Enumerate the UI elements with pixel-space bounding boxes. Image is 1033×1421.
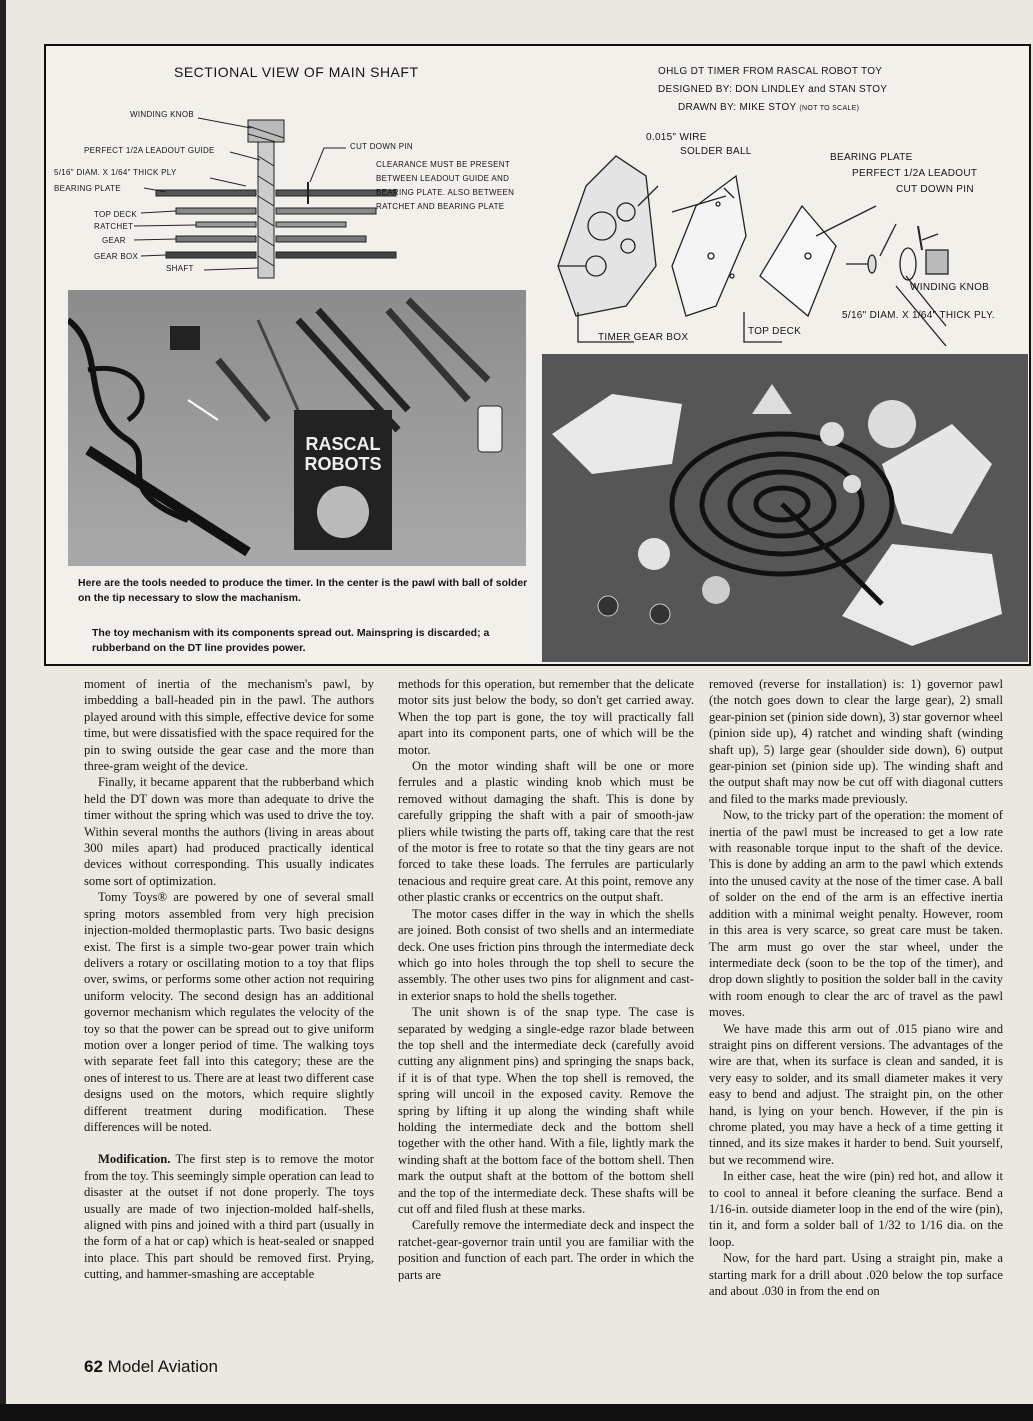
col3-paragraph: removed (reverse for installation) is: 1) governor pawl (the notch goes down to clear the large gear), 2) small gear-pinion set (pinion side down), 3) star governor wheel (pinion side up), 4) ratchet and winding shaft (winding shaft up), 5) large gear (shoulder side down), 6) output gear-pinion set (pinion side up). The winding shaft and the output shaft may now be cut off with diagonal cutters and filed to the marks made previously. <box>709 677 1003 806</box>
col3-paragraph: Now, to the tricky part of the operation: the moment of inertia of the pawl must be increased to get a low rate with reasonable torque input to the shaft of the device. This is done by adding an arm to the pawl which extends into the unused cavity at the nose of the timer case. A ball of solder on the end of the arm is an effective inertia addition with a minimal weight penalty. However, room in this area is very scarce, so great care must be taken. The arm must go over the star wheel, under the intermediate deck (soon to be the top of the timer), and drop down slightly to position the solder ball in the cavity with room enough to clear the arc of travel as the pawl moves. <box>709 808 1003 1020</box>
lbl-top-deck-right: TOP DECK <box>748 326 802 337</box>
lbl-clearance-2: BETWEEN LEADOUT GUIDE AND <box>376 174 510 183</box>
lbl-perfect-leadout-right: PERFECT 1/2A LEADOUT <box>852 168 978 179</box>
tools-photo-art <box>68 290 526 566</box>
lbl-winding-knob-right: WINDING KNOB <box>910 282 990 293</box>
lbl-clearance-1: CLEARANCE MUST BE PRESENT <box>376 160 511 169</box>
figure-box <box>44 44 1031 666</box>
modification-text: The first step is to remove the motor from the toy. This seemingly simple operation can lead to disaster at the outset if not done properly. The toys usually are made of two injection-molded half-shells, aligned with pins and joined with a third part (usually in the form of a hat or cap) which is heat-sealed or snapped into place. This part should be removed first. Prying, cutting, and hammer-smashing are acceptable <box>84 1152 374 1282</box>
lbl-ratchet: RATCHET <box>94 222 134 231</box>
bearing-plate-shape <box>156 190 256 196</box>
lbl-diam-ply: 5/16" DIAM. X 1/64" THICK PLY <box>54 168 177 177</box>
timer-drawn-by: DRAWN BY: MIKE STOY <box>678 102 797 113</box>
mechanism-photo-art <box>542 354 1028 662</box>
timer-title-2: DESIGNED BY: DON LINDLEY and STAN STOY <box>658 84 888 95</box>
page-number: 62 <box>84 1357 103 1376</box>
lbl-diam-ply-right: 5/16" DIAM. X 1/64" THICK PLY. <box>842 310 995 321</box>
col1-paragraph: moment of inertia of the mechanism's pawl, by imbedding a ball-headed pin in the pawl. The authors played around with this simple, effective device for some time, but were dissatisfied with the space required for the pin to swing outside the gear case and the more than three-gram weight of the device. <box>84 677 374 774</box>
article-column-2 <box>398 676 694 1283</box>
lbl-perfect-leadout-guide: PERFECT 1/2A LEADOUT GUIDE <box>84 146 215 155</box>
lbl-wire: 0.015" WIRE <box>646 132 707 143</box>
package-text-2: ROBOTS <box>304 454 382 474</box>
lbl-bearing-plate-right: BEARING PLATE <box>830 152 913 163</box>
col2-paragraph: Carefully remove the intermediate deck and inspect the ratchet-gear-governor train until you are familiar with the position and function of each part. The order in which the parts are <box>398 1218 694 1282</box>
tools-photo <box>68 290 526 566</box>
article-column-3 <box>709 676 1003 1299</box>
magazine-name: Model Aviation <box>107 1357 218 1376</box>
col1-paragraph: Tomy Toys® are powered by one of several small spring motors assembled from very high precision injection-molded thermoplastic parts. Two basic designs exist. The first is a simple two-gear power train which delivers a rotary or oscillating motion to a toy that flips over, swims, or performs some other action not requiring uniform velocity. The second design has an additional governor mechanism which regulates the velocity of the toy so that the power can be spread out to give uniform motion over a longer period of time. The walking toys with separate feet fall into this category; these are the ones of interest to us. There are at least two different case designs used on the motors, which require slightly different treatment during modification. These differences will be noted. <box>84 890 374 1134</box>
lbl-clearance-3: BEARING PLATE. ALSO BETWEEN <box>376 188 515 197</box>
page-bottom-edge <box>0 1404 1033 1421</box>
lbl-timer-gear-box: TIMER GEAR BOX <box>598 332 689 343</box>
col2-paragraph: The motor cases differ in the way in which the shells are joined. Both consist of two shells and an intermediate deck. One uses friction pins through the intermediate deck which go into holes through the top shell to secure the assembly. The other uses two pins for alignment and cast-in exterior snaps to hold the shells together. <box>398 906 694 1003</box>
lbl-cut-down-pin: CUT DOWN PIN <box>350 142 414 151</box>
lbl-top-deck: TOP DECK <box>94 210 138 219</box>
page-footer <box>84 1357 218 1377</box>
lbl-cut-down-pin-right: CUT DOWN PIN <box>896 184 974 195</box>
modification-heading: Modification. <box>98 1152 171 1167</box>
col2-paragraph: On the motor winding shaft will be one or more ferrules and a plastic winding knob which must be removed without damaging the shaft. This is done by carefully gripping the shaft with a pair of smooth-jaw pliers while twisting the parts off, taking care that the rest of the motor is free to rotate so that the tiny gears are not forced to take these loads. The ferrules are particularly tenacious and require great care. At this point, remove any other plastic cranks or eccentrics on the output shaft. <box>398 759 694 905</box>
col3-paragraph: Now, for the hard part. Using a straight pin, make a starting mark for a drill about .020 below the top surface and about .030 in from the end on <box>709 1251 1003 1299</box>
mechanism-photo <box>542 354 1028 662</box>
col3-paragraph: In either case, heat the wire (pin) red hot, and allow it to cool to anneal it before cleaning the surface. Bend a 1/16-in. outside diameter loop in the end of the wire (pin), tin it, and form a solder ball of 1/32 to 1/16 dia. on the loop. <box>709 1169 1003 1249</box>
timer-title-1: OHLG DT TIMER FROM RASCAL ROBOT TOY <box>658 66 883 77</box>
lbl-bearing-plate: BEARING PLATE <box>54 184 121 193</box>
mechanism-photo-caption: The toy mechanism with its components spread out. Mainspring is discarded; a rubberband on the DT line provides power. <box>92 627 490 654</box>
col2-paragraph: methods for this operation, but remember that the delicate motor sits just below the body, so don't get carried away. When the top part is gone, the toy will practically fall apart into its component parts, one of which will be the motor. <box>398 677 694 757</box>
lbl-winding-knob: WINDING KNOB <box>130 110 195 119</box>
col1-modification-paragraph <box>84 1151 374 1282</box>
lbl-clearance-4: RATCHET AND BEARING PLATE <box>376 202 505 211</box>
lbl-gear: GEAR <box>102 236 126 245</box>
timer-title-3 <box>678 102 859 113</box>
page-edge-left <box>0 0 6 1421</box>
tools-photo-caption: Here are the tools needed to produce the timer. In the center is the pawl with ball of solder on the tip necessary to slow the machanism. <box>78 577 528 604</box>
col2-paragraph: The unit shown is of the snap type. The case is separated by wedging a single-edge razor blade between the top shell and the intermediate deck (carefully avoid cutting any alignment pins) and springing the snaps back, if it is of that type. When the top shell is removed, the spring will uncoil in the exposed cavity. Remove the spring by lifting it up along the winding shaft while holding the intermediate deck and the bottom shell together with the other hand. With a file, lightly mark the winding shaft at the bottom face of the bottom shell. Then mark the output shaft at the bottom of the bottom shell and the top of the intermediate deck. These shafts will be cut off and filed flush at these marks. <box>398 1005 694 1216</box>
article-column-1 <box>84 676 374 1283</box>
col1-paragraph: Finally, it became apparent that the rubberband which held the DT down was more than adequate to drive the timer without the spring which was used to drive the toy. Within several months the authors (living in areas about 300 miles apart) had produced practically identical devices without corresponding. This usually indicates some sort of optimization. <box>84 775 374 888</box>
package-text-1: RASCAL <box>305 434 381 454</box>
lbl-solder-ball: SOLDER BALL <box>680 146 752 157</box>
timer-not-to-scale: (NOT TO SCALE) <box>799 105 860 112</box>
lbl-gear-box: GEAR BOX <box>94 252 139 261</box>
sectional-view-title: SECTIONAL VIEW OF MAIN SHAFT <box>174 64 419 80</box>
col3-paragraph: We have made this arm out of .015 piano wire and straight pins on different versions. The advantages of the wire are that, when its surface is clean and sanded, it is very easy to solder, and its small diameter makes it very easy to bend and adjust. The straight pin, on the other hand, is lying on your bench. However, if the pin is chrome plated, you may have a heck of a time getting it tinned, and its size makes it harder to bend. Suit yourself, but we recommend wire. <box>709 1021 1003 1167</box>
lbl-shaft: SHAFT <box>166 264 194 273</box>
